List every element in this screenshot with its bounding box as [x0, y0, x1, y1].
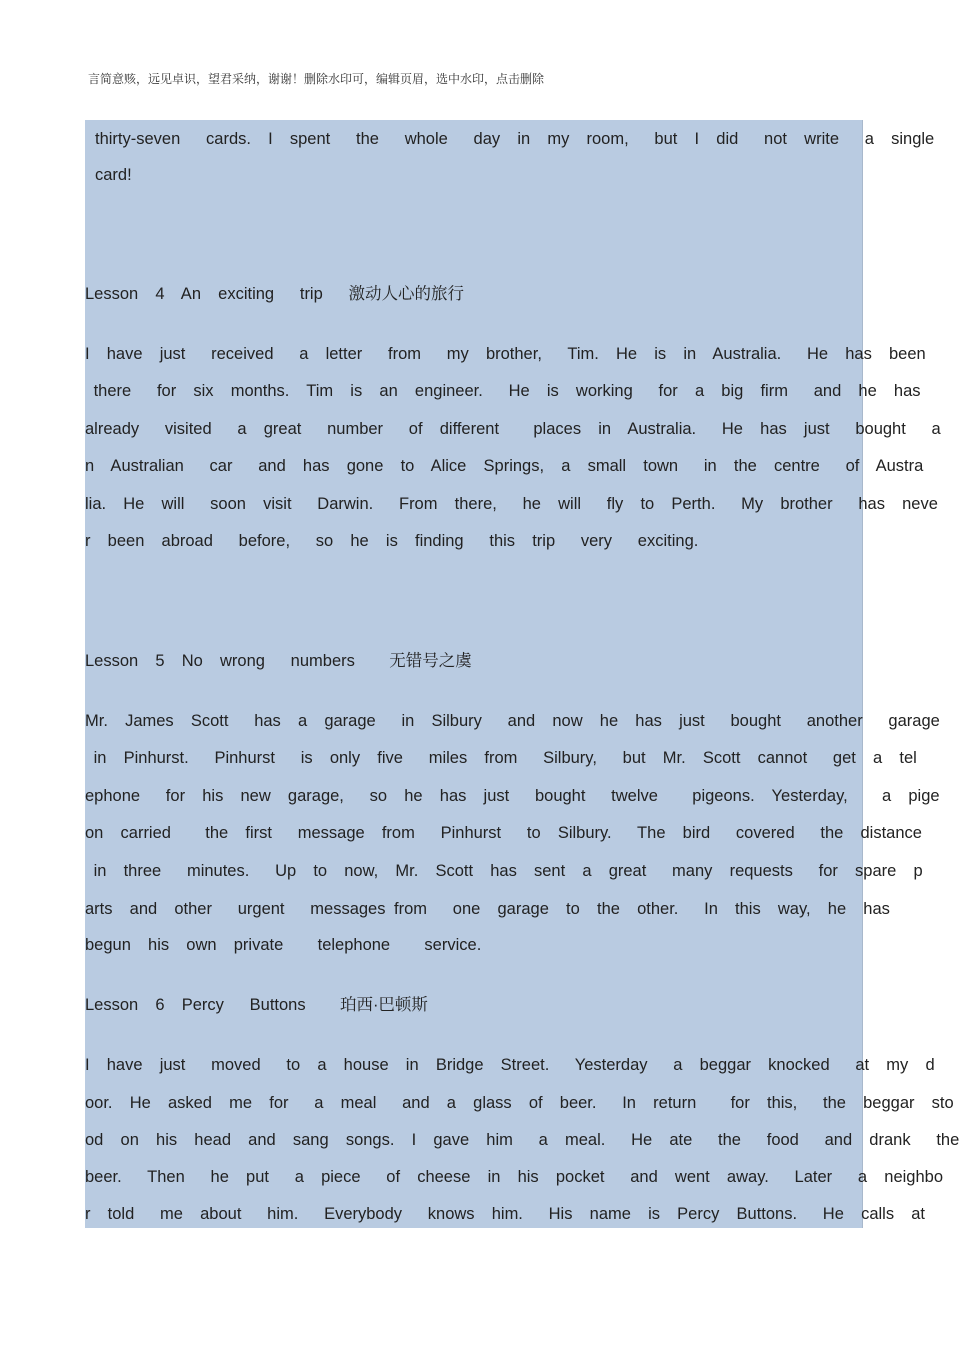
lesson4-line: I have just received a letter from my brother, Tim. He is in Australia. He has been	[85, 345, 926, 363]
lesson4-heading: Lesson 4 An exciting trip 激动人心的旅行	[85, 285, 465, 303]
lesson6-line: beer. Then he put a piece of cheese in his pocket and went away. Later a neighbo	[85, 1168, 943, 1186]
lesson5-line: Mr. James Scott has a garage in Silbury and now he has just bought another garage	[85, 712, 940, 730]
lesson5-heading: Lesson 5 No wrong numbers 无错号之虞	[85, 652, 472, 670]
lesson6-heading: Lesson 6 Percy Buttons 珀西·巴顿斯	[85, 996, 428, 1014]
lesson5-line: ephone for his new garage, so he has just bought twelve pigeons. Yesterday, a pige	[85, 787, 940, 805]
lesson6-line: od on his head and sang songs. I gave him a meal. He ate the food and drank the	[85, 1131, 959, 1149]
lesson6-line: I have just moved to a house in Bridge Street. Yesterday a beggar knocked at my d	[85, 1056, 935, 1074]
lesson5-line: begun his own private telephone service.	[85, 936, 482, 954]
lesson4-line: already visited a great number of different places in Australia. He has just bought a	[85, 420, 941, 438]
lesson6-line: r told me about him. Everybody knows him. His name is Percy Buttons. He calls at	[85, 1205, 926, 1223]
lesson4-line: r been abroad before, so he is finding this trip very exciting.	[85, 532, 699, 550]
lesson5-line: on carried the first message from Pinhurst to Silbury. The bird covered the distance	[85, 824, 922, 842]
intro-line: thirty-seven cards. I spent the whole day in my room, but I did not write a single	[95, 130, 935, 148]
intro-line: card!	[95, 166, 132, 184]
lesson4-line: lia. He will soon visit Darwin. From there, he will fly to Perth. My brother has neve	[85, 495, 938, 513]
lesson5-line: arts and other urgent messages from one garage to the other. In this way, he has	[85, 900, 890, 918]
lesson6-line: oor. He asked me for a meal and a glass of beer. In return for this, the beggar sto	[85, 1094, 954, 1112]
lesson5-line: in Pinhurst. Pinhurst is only five miles from Silbury, but Mr. Scott cannot get a tel	[85, 749, 917, 767]
watermark-text: 言简意赅，远见卓识，望君采纳，谢谢！删除水印可，编辑页眉，选中水印，点击删除	[88, 72, 545, 86]
lesson4-line: there for six months. Tim is an engineer. He is working for a big firm and he has	[85, 382, 921, 400]
document-body	[85, 120, 959, 1228]
lesson4-line: n Australian car and has gone to Alice Springs, a small town in the centre of Austra	[85, 457, 924, 475]
lesson5-line: in three minutes. Up to now, Mr. Scott has sent a great many requests for spare p	[85, 862, 923, 880]
